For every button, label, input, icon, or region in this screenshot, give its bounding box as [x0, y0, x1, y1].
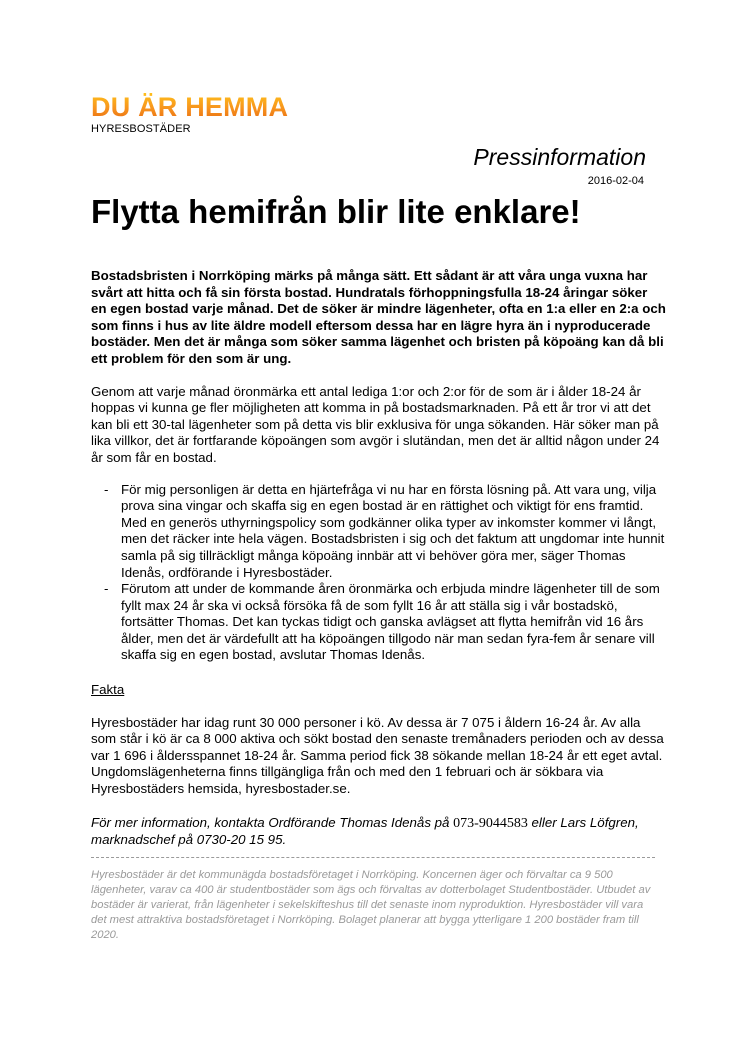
list-item — [106, 581, 666, 664]
body-paragraph: Genom att varje månad öronmärka ett antal lediga 1:or och 2:or för de som är i ålder 18-24 år hoppas vi kunna ge fler möjligheten att komma in på bostadsmarknaden. På ett år tror vi att det kan bli ett 30-tal lägenheter som på detta vis blir exklusiva för unga sökanden. Här söker man på lika villkor, det är fortfarande köpoängen som avgör i slutändan, men det är alltid någon under 24 år som får en bostad. — [91, 383, 660, 465]
article-body — [91, 268, 666, 849]
list-dash: - — [104, 581, 109, 597]
quote-list — [91, 482, 666, 665]
company-logo — [91, 92, 288, 136]
lead-paragraph: Bostadsbristen i Norrköping märks på många sätt. Ett sådant är att våra unga vuxna har svårt att hitta och få sin första bostad. Hundratals förhoppningsfulla 18-24 åringar söker en egen bostad varje månad. Det de söker är mindre lägenheter, ofta en 1:a eller en 2:a och som finns i hus av lite äldre modell eftersom dessa har en lägre hyra än i nyproducerade bostäder. Men det är många som söker samma lägenhet och bristen på köpoäng kan då bli ett problem för den som är ung. — [91, 268, 666, 366]
list-item — [106, 482, 666, 582]
section-divider — [91, 857, 655, 858]
list-dash: - — [104, 481, 109, 497]
company-boilerplate: Hyresbostäder är det kommunägda bostadsföretaget i Norrköping. Koncernen äger och förvaltar ca 9 500 lägenheter, varav ca 400 är studentbostäder som ägs och förvaltas av dotterbolaget Studentbostäder. Utbudet av bostäder är varierat, från lägenheter i sekelskifteshus till det senaste inom nyproduktion. Hyresbostäder vill vara det mest attraktiva bostadsföretaget i Norrköping. Bolaget planerar att bygga ytterligare 1 200 bostäder fram till 2020. — [91, 869, 651, 941]
contact-phone: 073-9044583 — [453, 815, 528, 831]
contact-info — [91, 815, 666, 849]
list-item-text: Förutom att under de kommande åren öronmärka och erbjuda mindre lägenheter till de som fyllt max 24 år ska vi också försöka få de som fyllt 16 år att ställa sig i vår bostadskö, fortsätter Thomas. Det kan tyckas tidigt och ganska avlägset att flytta hemifrån vid 16 års ålder, men det är värdefullt att ha köpoängen tillgodo när man sedan fyra-fem år senare vill skaffa sig en egen bostad, avslutar Thomas Idenås. — [121, 581, 660, 663]
contact-text: För mer information, kontakta Ordförande Thomas Idenås på — [91, 814, 454, 830]
fakta-heading: Fakta — [91, 682, 125, 698]
publish-date: 2016-02-04 — [587, 175, 644, 187]
page-title: Flytta hemifrån blir lite enklare! — [91, 193, 581, 230]
fakta-text: Hyresbostäder har idag runt 30 000 personer i kö. Av dessa är 7 075 i åldern 16-24 år. Av alla som står i kö är ca 8 000 aktiva och sökt bostad den senaste tremånaders perioden och av dessa var 1 696 i åldersspannet 18-24 år. Samma period fick 38 sökande mellan 18-24 år ett eget avtal. Ungdomslägenheterna finns tillgängliga från och med den 1 februari och är sökbara via Hyresbostäders hemsida, hyresbostader.se. — [91, 714, 664, 797]
logo-subtitle: HYRESBOSTÄDER — [91, 123, 191, 135]
contact-text-2: eller Lars Löfgren, marknadschef på 0730-20 15 95. — [91, 814, 639, 848]
logo-wordmark: DU ÄR HEMMA — [91, 92, 289, 122]
list-item-text: För mig personligen är detta en hjärtefråga vi nu har en första lösning på. Att vara ung, vilja prova sina vingar och skaffa sig en egen bostad är en rättighet och viktigt för ens framtid. Med en generös uthyrningspolicy som godkänner olika typer av inkomster kommer vi långt, men det räcker inte hela vägen. Bostadsbristen i sig och det faktum att ungdomar inte hunnit samla på sig tillräckligt många köpoäng innbär att vi behöver göra mer, säger Thomas Idenås, ordförande i Hyresbostäder. — [121, 481, 665, 580]
document-type-label: Pressinformation — [473, 144, 646, 170]
